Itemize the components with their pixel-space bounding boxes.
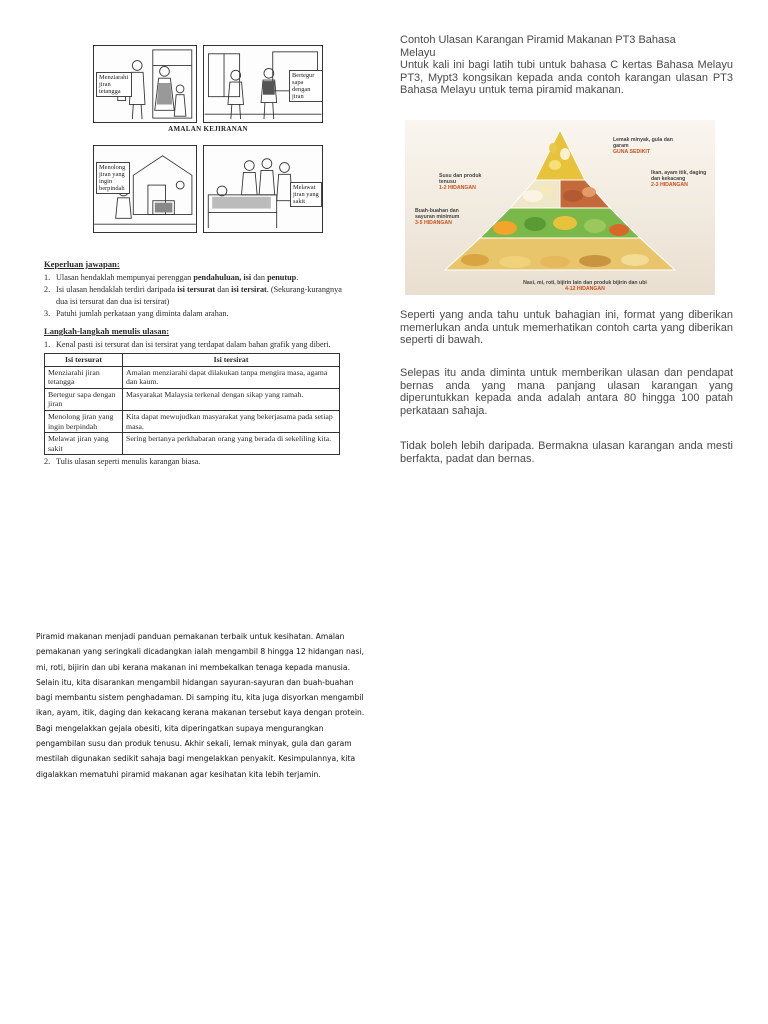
text-part: dan [251, 273, 268, 282]
serving-text: 2-3 HIDANGAN [651, 182, 688, 188]
serving-text: 4-12 HIDANGAN [565, 286, 605, 292]
item-text [56, 272, 298, 284]
text-part: Ulasan hendaklah mempunyai perenggan [56, 273, 194, 282]
paragraph-conclusion: Tidak boleh lebih daripada. Bermakna ulasan karangan anda mesti berfakta, padat dan bernas. [400, 440, 733, 465]
banana-food [553, 216, 577, 230]
sugar-food [560, 148, 570, 160]
orange-food [493, 221, 517, 235]
item-number: 1. [44, 273, 51, 282]
text-part: . (Sekurang-kurangnya dua isi tersurat dan dua isi tersirat) [56, 285, 342, 306]
steps-heading: Langkah-langkah menulis ulasan: [44, 326, 170, 336]
table-cell: Menolong jiran yang ingin berpindah [45, 410, 123, 432]
table-header-row [45, 354, 340, 367]
text-part: dan [215, 285, 232, 294]
column-header: Isi tersirat [123, 354, 340, 367]
butter-food [549, 143, 557, 153]
oil-bottle-food [549, 160, 561, 170]
article-title-line: Melayu [400, 46, 436, 59]
label-text: Ikan, ayam itik, daging dan kekacang [651, 170, 707, 182]
article-title-line: Contoh Ulasan Karangan Piramid Makanan PT3 Bahasa [400, 34, 676, 46]
panel-label: Melawat jiran yang sakit [290, 182, 322, 207]
cheese-food [540, 185, 554, 195]
sample-essay: Piramid makanan menjadi panduan pemakanan terbaik untuk kesihatan. Amalan pemakanan yang seringkali dicadangkan ialah mengambil 8 hingga 12 hidangan nasi, mi, roti, bijirin dan ubi kerana makanan ini membekalkan tenaga kepada manusia. Selain itu, kita disarankan mengambil hidangan sayuran-sayuran dan buah-buahan bagi membantu sistem penghadaman. Di samping itu, kita juga disyorkan mengambil ikan, ayam, itik, daging dan kekacang kerana makanan tersebut kaya dengan protein. Bagi mengelakkan gejala obesiti, kita diperingatkan supaya mengurangkan pengambilan susu dan produk tenusu. Akhir sekali, lemak minyak, gula dan garam mestilah digunakan sedikit sahaja bagi mengelakkan penyakit. Kesimpulannya, kita digalakkan mematuhi piramid makanan agar kesihatan kita lebih terjamin. [36, 632, 365, 779]
requirement-item [44, 272, 344, 284]
grains-label [485, 280, 685, 292]
food-pyramid-image [405, 120, 715, 295]
noodles-food [540, 256, 570, 268]
table-cell: Bertegur sapa dengan jiran [45, 388, 123, 410]
panel-label: Menolong jiran yang ingin berpindah [96, 162, 130, 194]
carrot-food [609, 224, 629, 236]
serving-text: GUNA SEDIKIT [613, 149, 650, 155]
panel-label: Menziarahi jiran tetangga [96, 72, 132, 97]
item-text [56, 284, 344, 308]
table-cell: Sering bertanya perkhabaran orang yang berada di sekeliling kita. [123, 433, 340, 455]
bread-food [499, 256, 531, 268]
neighbourhood-illustration [93, 45, 323, 240]
grain-bowl-food [621, 254, 649, 266]
veg-label [415, 208, 467, 226]
column-header: Isi tersurat [45, 354, 123, 367]
label-text: Buah-buahan dan sayuran minimum [415, 208, 460, 220]
table-row [45, 388, 340, 410]
item-number: 2. [44, 285, 51, 294]
panel-label: Bertegur sapa dengan jiran [289, 70, 323, 102]
bold-part: penutup [267, 273, 297, 282]
intro-body: Untuk kali ini bagi latih tubi untuk bahasa C kertas Bahasa Melayu PT3, Mypt3 kongsikan kepada anda contoh karangan ulasan PT3 Bahasa Melayu untuk tema piramid makanan. [400, 59, 733, 97]
table-row [45, 433, 340, 455]
illustration-caption: AMALAN KEJIRANAN [168, 125, 248, 133]
protein-label [651, 170, 711, 188]
serving-text: 3-5 HIDANGAN [415, 220, 452, 226]
table-cell: Masyarakat Malaysia terkenal dengan sikap yang ramah. [123, 388, 340, 410]
answer-instructions [44, 258, 344, 468]
item-text: Tulis ulasan seperti menulis karangan biasa. [56, 457, 201, 467]
requirement-item [44, 308, 344, 320]
paragraph-word-limit: Selepas itu anda diminta untuk memberikan ulasan dan pendapat bernas anda yang mana panjang ulasan karangan yang diperuntukkan kepada anda adalah antara 80 hingga 100 patah perkataan sahaja. [400, 367, 733, 417]
table-cell: Kita dapat mewujudkan masyarakat yang bekerjasama pada setiap masa. [123, 410, 340, 432]
panel-greeting-neighbours [203, 45, 323, 123]
step-item [44, 339, 344, 351]
serving-text: 1-2 HIDANGAN [439, 185, 476, 191]
panel-helping-move [93, 145, 197, 233]
label-text: Nasi, mi, roti, bijirin lain dan produk bijirin dan ubi [523, 280, 647, 286]
content-table [44, 353, 340, 455]
bold-part: isi tersurat [177, 285, 216, 294]
item-number: 3. [44, 309, 51, 318]
intro-paragraph [400, 34, 733, 97]
requirement-item [44, 284, 344, 308]
greens-food [524, 217, 546, 231]
rice-plate-food [461, 254, 489, 266]
label-text: Lemak minyak, gula dan garam [613, 137, 673, 149]
table-row [45, 410, 340, 432]
panel-visiting-neighbours [93, 45, 197, 123]
item-number: 2. [44, 457, 51, 467]
requirements-heading: Keperluan jawapan: [44, 259, 120, 269]
buns-food [579, 255, 611, 267]
table-cell: Amalan menziarahi dapat dilakukan tanpa mengira masa, agama dan kaum. [123, 366, 340, 388]
fish-food [582, 187, 596, 197]
item-text: Kenal pasti isi tersurat dan isi tersirat yang terdapat dalam bahan grafik yang diberi. [56, 340, 331, 349]
bold-part: isi tersirat [231, 285, 267, 294]
table-row [45, 366, 340, 388]
paragraph-format: Seperti yang anda tahu untuk bahagian ini, format yang diberikan memerlukan anda untuk memerhatikan contoh carta yang diberikan seperti di bawah. [400, 309, 733, 347]
table-cell: Melawat jiran yang sakit [45, 433, 123, 455]
panel-visiting-sick [203, 145, 323, 233]
meat-food [563, 190, 583, 202]
table-cell: Menziarahi jiran tetangga [45, 366, 123, 388]
label-text: Susu dan produk tenusu [439, 173, 482, 185]
cabbage-food [584, 219, 606, 233]
milk-food [523, 190, 543, 202]
dairy-label [439, 173, 495, 191]
text-part: . [296, 273, 299, 282]
item-number: 1. [44, 340, 51, 349]
item-text: Patuhi jumlah perkataan yang diminta dalam arahan. [56, 309, 229, 318]
text-part: Isi ulasan hendaklah terdiri daripada [56, 285, 178, 294]
step-item [44, 456, 344, 468]
bold-part: pendahuluan, isi [193, 273, 252, 282]
fats-label [613, 137, 677, 155]
